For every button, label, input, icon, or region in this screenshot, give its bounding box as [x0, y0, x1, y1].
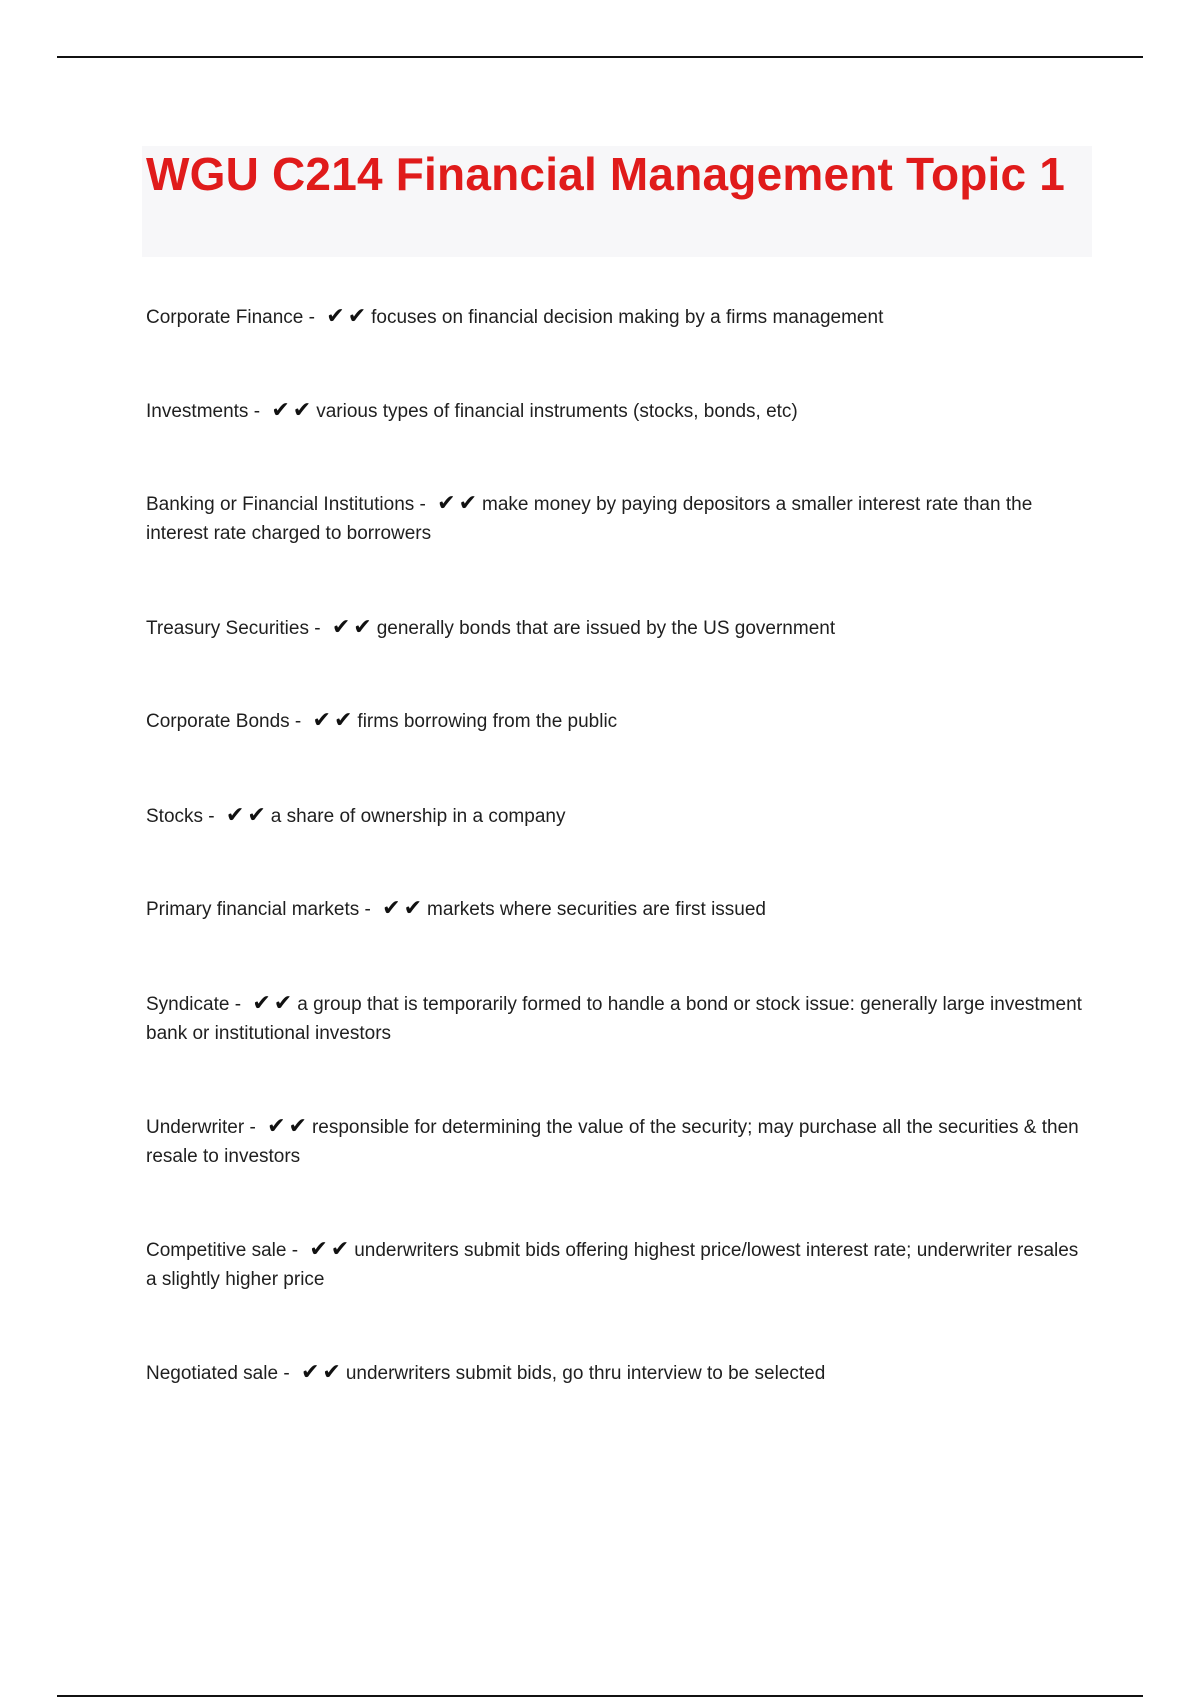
double-check-icon — [331, 615, 375, 640]
entry-term: Negotiated sale — [146, 1363, 279, 1384]
double-check-icon — [267, 1114, 310, 1139]
entry-definition: markets where securities are first issued — [427, 899, 766, 920]
entry-term: Primary financial markets — [146, 899, 360, 920]
check-icon: ✔ — [330, 1237, 350, 1262]
entry-definition: underwriters submit bids, go thru interview to be selected — [345, 1363, 826, 1384]
check-icon: ✔ — [347, 304, 367, 329]
entry-separator: - — [278, 1363, 295, 1384]
check-icon: ✔ — [458, 491, 478, 516]
double-check-icon — [326, 304, 369, 329]
list-item — [146, 302, 883, 332]
check-icon: ✔ — [437, 491, 456, 516]
entry-term: Stocks — [146, 806, 204, 827]
entry-separator: - — [303, 307, 321, 328]
check-icon: ✔ — [353, 615, 372, 640]
double-check-icon — [252, 991, 295, 1016]
check-icon: ✔ — [326, 304, 345, 329]
entry-separator: - — [359, 899, 377, 920]
check-icon: ✔ — [331, 615, 351, 640]
entry-separator: - — [203, 806, 220, 827]
double-check-icon — [437, 491, 480, 516]
entry-definition: underwriters submit bids offering highest price/lowest interest rate; underwriter resales a slightly higher price — [146, 1240, 1079, 1290]
entry-term: Corporate Bonds — [146, 711, 290, 732]
bottom-rule — [57, 1695, 1143, 1697]
check-icon: ✔ — [271, 398, 290, 423]
entry-separator: - — [308, 618, 326, 639]
entry-term: Underwriter — [146, 1117, 245, 1138]
entry-separator: - — [414, 494, 432, 515]
entry-separator: - — [229, 994, 247, 1015]
entry-definition: a group that is temporarily formed to handle a bond or stock issue: generally large investment bank or institutional investors — [146, 994, 1082, 1044]
list-item — [146, 1112, 1086, 1171]
entry-separator: - — [286, 1240, 304, 1261]
list-item — [146, 489, 1086, 548]
entry-term: Banking or Financial Institutions — [146, 494, 415, 515]
title-banner — [142, 146, 1092, 257]
double-check-icon — [271, 398, 314, 423]
entry-definition: a share of ownership in a company — [270, 806, 566, 827]
entry-term: Treasury Securities — [146, 618, 309, 639]
check-icon: ✔ — [333, 708, 353, 733]
check-icon: ✔ — [322, 1360, 341, 1385]
entry-term: Investments — [146, 401, 249, 422]
top-rule — [57, 56, 1143, 58]
double-check-icon — [309, 1237, 352, 1262]
double-check-icon — [382, 896, 425, 921]
entry-definition: responsible for determining the value of the security; may purchase all the securities & then resale to investors — [146, 1117, 1079, 1167]
check-icon: ✔ — [267, 1114, 286, 1139]
entry-separator: - — [244, 1117, 262, 1138]
list-item — [146, 613, 835, 643]
list-item — [146, 1358, 825, 1388]
entry-definition: firms borrowing from the public — [357, 711, 618, 732]
check-icon: ✔ — [300, 1360, 320, 1385]
double-check-icon — [225, 803, 269, 828]
list-item — [146, 894, 766, 924]
entry-definition: focuses on financial decision making by a firms management — [371, 307, 884, 328]
list-item — [146, 706, 617, 736]
check-icon: ✔ — [225, 803, 245, 828]
check-icon: ✔ — [252, 991, 271, 1016]
page-title: WGU C214 Financial Management Topic 1 — [146, 148, 1066, 200]
entry-term: Competitive sale — [146, 1240, 287, 1261]
list-item — [146, 396, 798, 426]
check-icon: ✔ — [309, 1237, 328, 1262]
entry-definition: make money by paying depositors a smaller interest rate than the interest rate charged to borrowers — [146, 494, 1033, 544]
list-item — [146, 989, 1086, 1048]
check-icon: ✔ — [273, 991, 293, 1016]
entry-separator: - — [248, 401, 266, 422]
check-icon: ✔ — [247, 803, 266, 828]
list-item — [146, 1235, 1086, 1294]
check-icon: ✔ — [292, 398, 312, 423]
double-check-icon — [312, 708, 356, 733]
check-icon: ✔ — [403, 896, 423, 921]
check-icon: ✔ — [382, 896, 401, 921]
double-check-icon — [300, 1360, 344, 1385]
entry-definition: generally bonds that are issued by the US government — [376, 618, 836, 639]
list-item — [146, 801, 565, 831]
check-icon: ✔ — [288, 1114, 307, 1139]
entry-term: Corporate Finance — [146, 307, 304, 328]
entry-definition: various types of financial instruments (stocks, bonds, etc) — [316, 401, 798, 422]
entry-separator: - — [289, 711, 307, 732]
entry-term: Syndicate — [146, 994, 230, 1015]
check-icon: ✔ — [312, 708, 331, 733]
